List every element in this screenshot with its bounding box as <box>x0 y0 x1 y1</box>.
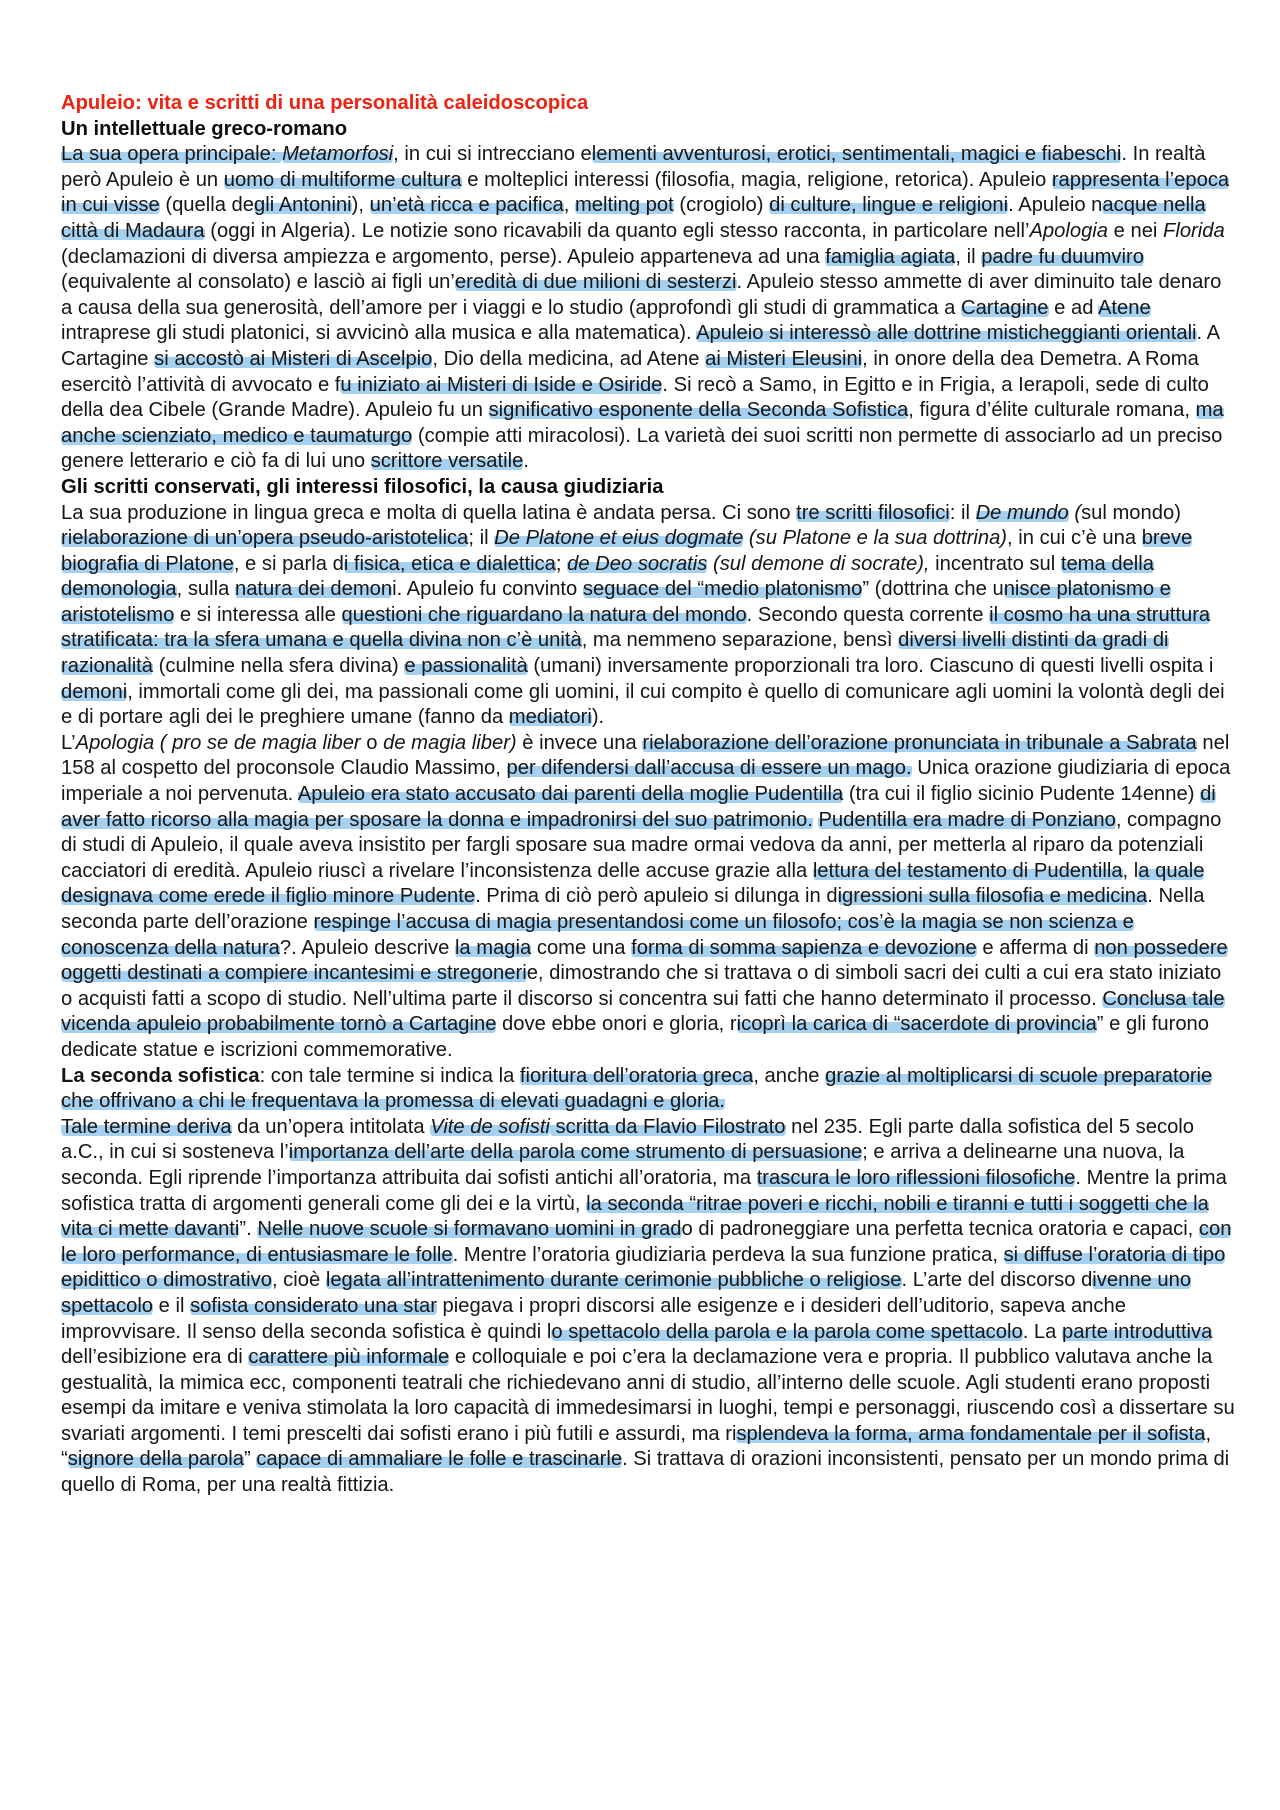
text-run: . Apuleio n <box>1008 194 1103 217</box>
highlighted-text: ma anche scienziato, medico e taumaturgo <box>61 399 1224 447</box>
text-run: come una <box>531 936 632 959</box>
highlighted-text: breve biografia di Platone <box>61 527 1193 575</box>
text-run: , il <box>955 245 982 268</box>
text-run: e il <box>153 1294 191 1317</box>
paragraph <box>61 501 1236 731</box>
text-run: piegava i propri discorsi alle esigenze e i desideri dell’uditorio, sapeva anche improvvisare. Il senso della seconda sofistica è quindi l <box>61 1294 1126 1343</box>
paragraph <box>61 1064 1236 1115</box>
text-run: ). <box>591 706 605 729</box>
text-run: . Secondo questa corrente <box>746 603 990 626</box>
highlighted-text: ai Misteri Eleusini <box>705 347 863 370</box>
text-run: La sua produzione in lingua greca e molta di quella latina è andata persa. Ci sono <box>61 501 797 524</box>
highlighted-text: rielaborazione dell’orazione pronunciata in tribunale a Sabrata <box>642 731 1197 754</box>
text-run: : con tale termine si indica la <box>259 1064 520 1087</box>
highlighted-text: icoprì la carica di “sacerdote di provincia <box>736 1013 1097 1036</box>
text-run: La seconda sofistica <box>61 1064 260 1087</box>
text-run: , compagno di studi di Apuleio, il quale aveva insistito per fargli sposare sua madre ormai vedova da anni, per metterla al riparo da potenziali cacciatori di eredità. Apuleio riuscì a rivelare l’inconsistenza delle accuse grazie alla <box>61 808 1222 882</box>
text-run: (tra cui il figlio sicinio Pudente 14enne) <box>843 783 1201 806</box>
text-run: L’ <box>61 731 76 754</box>
text-run: e si interessa alle <box>174 603 342 626</box>
text-run: Florida <box>1163 219 1225 242</box>
text-run: e, dimostrando che si trattava o di simboli sacri dei culti a cui era stato iniziato o acquisti fatti a scopo di studio. Nell’ultima parte il discorso si concentra sui fatti che hanno determinato il processo. <box>61 962 1222 1010</box>
text-run: : il <box>949 501 976 524</box>
highlighted-text: melting pot <box>574 194 674 217</box>
document-title: Apuleio: vita e scritti di una personalità caleidoscopica <box>61 92 589 114</box>
text-run: (equivalente al consolato) e lasciò ai figli un’ <box>61 271 455 294</box>
text-run: Apologia <box>75 731 155 754</box>
highlighted-text: tema della demonologia <box>61 552 1154 601</box>
highlighted-text: Conclusa tale vicenda apuleio probabilmente tornò a Cartagine <box>61 987 1225 1036</box>
highlighted-text: mediatori <box>508 706 592 729</box>
highlighted-text: igressioni sulla filosofia e medicina <box>837 885 1148 908</box>
highlighted-text: il cosmo ha una struttura stratificata: tra la sfera umana e quella divina non c’è unità <box>61 603 1211 652</box>
text-run: Unica orazione giudiziaria di epoca imperiale a noi pervenuta. <box>61 757 1231 806</box>
highlighted-text: un’età ricca e pacifica <box>369 194 564 217</box>
text-run: , <box>563 194 575 217</box>
text-run: e nei <box>1108 219 1164 242</box>
highlighted-text: lettura del testamento di Pudentilla <box>812 859 1123 882</box>
highlighted-text: scritta da Flavio Filostrato <box>549 1115 786 1138</box>
highlighted-text: natura dei demon <box>234 578 393 601</box>
highlighted-text: fioritura dell’oratoria greca <box>519 1064 754 1087</box>
highlighted-text: significativo esponente della Seconda Sofistica <box>488 399 909 422</box>
highlighted-text: tre scritti filosofici <box>796 501 950 524</box>
text-run: , in cui c’è una <box>1007 527 1142 550</box>
highlighted-text: parte introduttiva <box>1061 1320 1213 1343</box>
highlighted-text: seguace del “medio platonismo <box>582 578 863 601</box>
text-run: ” <box>243 1448 257 1471</box>
text-run: (umani) inversamente proporzionali tra loro. Ciascuno di questi livelli ospita i <box>527 655 1214 678</box>
text-run: (compie atti miracolosi). La varietà dei suoi scritti non permette di associarlo ad un preciso genere letterario e ciò fa di lui uno <box>61 424 1223 473</box>
text-run: i. Apuleio fu convinto <box>392 578 583 601</box>
highlighted-text: non possedere oggetti destinati a compiere incantesimi e stregoneri <box>61 936 1228 985</box>
text-run: , figura d’élite culturale romana, <box>908 399 1196 422</box>
text-run: (declamazioni di diversa ampiezza e argomento, perse). Apuleio apparteneva ad una <box>61 245 826 268</box>
text-run: ( pro se de magia liber <box>154 731 361 754</box>
text-run: . In realtà però Apuleio è un <box>61 143 1206 191</box>
text-run: nel 235. Egli parte dalla sofistica del 5 secolo a.C., in cui si sosteneva l’ <box>61 1115 1195 1164</box>
text-run: , in cui si intrecciano e <box>393 143 592 166</box>
highlighted-text: capace di ammaliare le folle e trascinarle <box>256 1448 623 1471</box>
highlighted-text: per difendersi dall’accusa di essere un mago. <box>506 757 912 780</box>
text-run: dove ebbe onori e gloria, r <box>496 1013 737 1036</box>
paragraph <box>61 142 1236 475</box>
text-run: . Apuleio stesso ammette di aver diminuito tale denaro a causa della sua generosità, dell’amore per i viaggi e lo studio (approfondì gli studi di grammatica a <box>61 271 1222 319</box>
text-run: ; e arriva a delinearne una nuova, la seconda. Egli riprende l’importanza attribuita dai sofisti antichi all’oratoria, ma <box>61 1141 1185 1189</box>
text-run: ” (dottrina che u <box>862 578 1004 601</box>
highlighted-text: Cartagine <box>960 296 1049 319</box>
highlighted-text: splendeva la forma, arma fondamentale per il sofista <box>736 1422 1206 1445</box>
text-run: (crogiolo) <box>673 194 770 217</box>
highlighted-text: grazie al moltiplicarsi di scuole preparatorie che offrivano a chi le frequentava la promessa di elevati guadagni e gloria. <box>61 1064 1213 1113</box>
text-run: ” e gli furono dedicate statue e iscrizioni commemorative. <box>61 1013 1210 1061</box>
text-run: de magia liber) <box>383 731 517 754</box>
text-run: nel 158 al cospetto del proconsole Claudio Massimo, <box>61 731 1230 780</box>
highlighted-text: ivenne uno spettacolo <box>61 1269 1192 1317</box>
highlighted-text: La sua opera principale: <box>61 143 283 166</box>
text-run: . La <box>1022 1320 1062 1343</box>
highlighted-text: de Deo socratis <box>567 552 708 575</box>
highlighted-text: Vite de sofisti <box>430 1115 550 1138</box>
highlighted-text: o spettacolo della parola e la parola come spettacolo <box>551 1320 1023 1343</box>
paragraph <box>61 1115 1236 1499</box>
highlighted-text: sofista considerato una star <box>190 1294 437 1317</box>
highlighted-text: eredità di due milioni di sesterzi <box>454 271 737 294</box>
highlighted-text: Pudentilla era madre di Ponziano <box>818 808 1116 831</box>
highlighted-text: Metamorfosi <box>282 143 394 166</box>
text-run: , e si parla d <box>233 552 344 575</box>
text-run: (sul demone di socrate), <box>707 552 930 575</box>
highlighted-text: Atene <box>1097 296 1151 319</box>
text-run: e ad <box>1048 296 1098 319</box>
highlighted-text: uomo di multiforme cultura <box>223 168 462 191</box>
text-run: . Prima di ciò però apuleio si dilunga in d <box>475 885 838 908</box>
highlighted-text: a quale designava come erede il figlio minore Pudente <box>61 859 1205 908</box>
document-body <box>61 117 1236 1499</box>
highlighted-text: Nelle nuove scuole si formavano uomini in grad <box>257 1218 682 1241</box>
text-run: ; <box>555 552 568 575</box>
highlighted-text: Apuleio si interessò alle dottrine misticheggianti orientali <box>696 322 1197 345</box>
text-run: ; il <box>468 527 495 550</box>
highlighted-text: scrittore versatile <box>370 450 524 473</box>
text-run: sul mondo) <box>1081 501 1181 524</box>
text-run: . Si recò a Samo, in Egitto e in Frigia, a Ierapoli, sede di culto della dea Cibele (Grande Madre). Apuleio fu un <box>61 373 1209 422</box>
text-run: Gli scritti conservati, gli interessi filosofici, la causa giudiziaria <box>61 475 664 498</box>
text-run: o di padroneggiare una perfetta tecnica oratoria e capaci, <box>681 1218 1199 1241</box>
highlighted-text: i fisica, etica e dialettica <box>343 552 556 575</box>
text-run: . A Cartagine <box>61 322 1220 370</box>
highlighted-text: Tale termine deriva <box>61 1115 232 1138</box>
highlighted-text: di aver fatto ricorso alla magia per sposare la donna e impadronirsi del suo patrimonio. <box>61 783 1216 831</box>
text-run: e colloquiale e poi c’era la declamazione vera e propria. Il pubblico valutava anche la gestualità, la mimica ecc, componenti teatrali che richiedevano anni di studio, all’interno delle scuole. Agli studenti erano proposti esempi da imitare e veniva stimolata la loro capacità di immedesimarsi in luoghi, tempi e personaggi, riuscendo così a dissertare su svariati argomenti. I temi prescelti dai sofisti erano i più futili e assurdi, ma ri <box>61 1346 1235 1445</box>
paragraph <box>61 731 1236 1064</box>
highlighted-text: forma di somma sapienza e devozione <box>631 936 977 959</box>
text-run: da un’opera intitolata <box>231 1115 431 1138</box>
text-run: Un intellettuale greco-romano <box>61 117 348 140</box>
text-run: . Nella seconda parte dell’orazione <box>61 885 1205 933</box>
text-run: . L’arte del discorso d <box>901 1269 1093 1292</box>
highlighted-text: la seconda “ritrae poveri e ricchi, nobili e tiranni e tutti i soggetti che la vita ci mette davanti <box>61 1192 1209 1241</box>
text-run: , ma nemmeno separazione, bensì <box>581 629 899 652</box>
text-run: o <box>360 731 384 754</box>
text-run: . Mentre l’oratoria giudiziaria perdeva la sua funzione pratica, <box>452 1243 1004 1266</box>
text-run: . <box>523 450 529 473</box>
text-run: , l <box>1122 859 1139 882</box>
text-run: ”. <box>239 1218 258 1241</box>
text-run: incentrato sul <box>929 552 1061 575</box>
highlighted-text: De Platone et eius dogmate <box>494 527 744 550</box>
highlighted-text: u iniziato ai Misteri di Iside e Osiride <box>340 373 663 396</box>
document <box>61 91 1236 1499</box>
highlighted-text: di culture, lingue e religioni <box>769 194 1009 217</box>
text-run: , Dio della medicina, ad Atene <box>432 347 706 370</box>
highlighted-text: padre fu duumviro <box>981 245 1144 268</box>
text-run: Apologia <box>1029 219 1109 242</box>
highlighted-text: e passionalità <box>404 655 528 678</box>
highlighted-text: lementi avventurosi, erotici, sentimentali, magici e fiabeschi <box>591 143 1122 166</box>
highlighted-text: demoni <box>61 680 128 703</box>
highlighted-text: si diffuse l’oratoria di tipo epidittico o dimostrativo <box>61 1243 1226 1292</box>
text-run: e afferma di <box>976 936 1095 959</box>
highlighted-text: si accostò ai Misteri di Ascelpio <box>154 347 433 370</box>
highlighted-text: Apuleio era stato accusato dai parenti della moglie Pudentilla <box>297 783 844 806</box>
highlighted-text: rappresenta l’epoca in cui visse <box>61 168 1230 217</box>
text-run: e molteplici interessi (filosofia, magia, religione, retorica). Apuleio <box>461 168 1052 191</box>
highlighted-text: signore della parola <box>67 1448 244 1471</box>
text-run: , in onore della dea Demetra. A Roma esercitò l’attività di avvocato e f <box>61 347 1199 396</box>
text-run: , cioè <box>271 1269 326 1292</box>
highlighted-text: respinge l’accusa di magia presentandosi come un filosofo; cos’è la magia se non scienza e conoscenza della natura <box>61 911 1134 959</box>
text-run: ), <box>351 194 370 217</box>
text-run: è invece una <box>516 731 643 754</box>
text-run: (su Platone e la sua dottrina) <box>743 527 1008 550</box>
section-heading <box>61 475 1236 501</box>
highlighted-text: questioni che riguardano la natura del mondo <box>341 603 747 626</box>
text-run: . Si trattava di orazioni inconsistenti, pensato per un mondo prima di quello di Roma, per una realtà fittizia. <box>61 1448 1230 1497</box>
text-run: , anche <box>753 1064 826 1087</box>
highlighted-text: nisce platonismo e aristotelismo <box>61 578 1171 626</box>
text-run: . Mentre la prima sofistica tratta di argomenti generali come gli dei e la virtù, <box>61 1166 1227 1215</box>
highlighted-text: trascura le loro riflessioni filosofiche <box>756 1166 1076 1189</box>
highlighted-text: importanza dell’arte della parola come strumento di persuasione <box>288 1141 863 1164</box>
text-run: , “ <box>61 1422 1212 1471</box>
highlighted-text: acque nella città di Madaura <box>61 194 1206 242</box>
text-run: dell’esibizione era di <box>61 1346 249 1369</box>
text-run: (oggi in Algeria). Le notizie sono ricavabili da quanto egli stesso racconta, in particolare nell’ <box>204 219 1030 242</box>
text-run: (culmine nella sfera divina) <box>153 655 405 678</box>
text-run: , immortali come gli dei, ma passionali come gli uomini, il cui compito è quello di comunicare agli uomini la volontà degli dei e di portare agli dei le preghiere umane (fanno da <box>61 680 1225 729</box>
text-run: ?. Apuleio descrive <box>279 936 455 959</box>
highlighted-text: famiglia agiata <box>825 245 956 268</box>
highlighted-text: gli Antonini <box>254 194 352 217</box>
highlighted-text: diversi livelli distinti da gradi di razionalità <box>61 629 1169 678</box>
highlighted-text: rielaborazione di un’opera pseudo-aristotelica <box>61 527 469 550</box>
text-run: (quella de <box>159 194 255 217</box>
highlighted-text: con le loro performance, di entusiasmare le folle <box>61 1218 1232 1266</box>
text-run: ( <box>1068 501 1082 524</box>
text-run: , sulla <box>176 578 235 601</box>
highlighted-text: carattere più informale <box>248 1346 450 1369</box>
highlighted-text: legata all’intrattenimento durante cerimonie pubbliche o religiose <box>325 1269 902 1292</box>
section-heading <box>61 117 1236 143</box>
highlighted-text: la magia <box>454 936 532 959</box>
text-run: intraprese gli studi platonici, si avvicinò alla musica e alla matematica). <box>61 322 697 345</box>
highlighted-text: De mundo <box>975 501 1069 524</box>
